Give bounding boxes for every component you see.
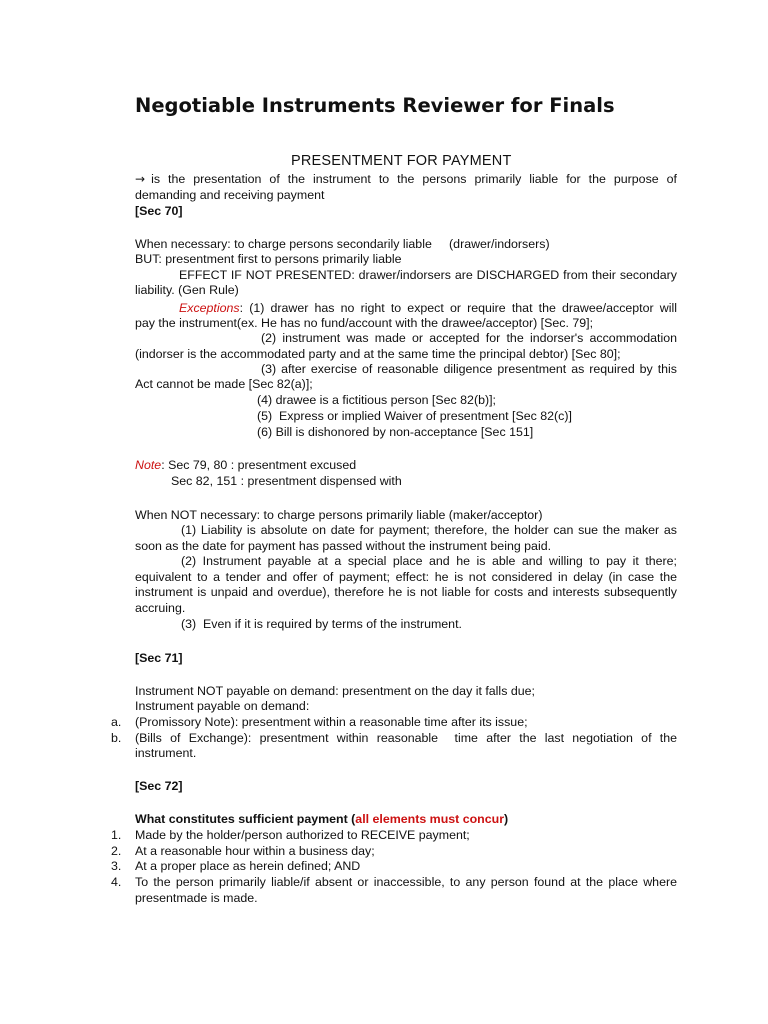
exception-3-line-2: Act cannot be made [Sec 82(a)]; bbox=[135, 377, 313, 391]
list-marker-3: 3. bbox=[111, 859, 122, 873]
not-necessary-2-line-2: equivalent to a tender and offer of payment; effect: he is not considered in delay (in case the bbox=[135, 570, 677, 584]
effect-line-1: EFFECT IF NOT PRESENTED: drawer/indorsers are DISCHARGED from their secondary bbox=[179, 268, 677, 282]
numbered-item-4-line-1: To the person primarily liable/if absent or inaccessible, to any person found at the place where bbox=[135, 875, 677, 889]
exception-2-line-1: (2) instrument was made or accepted for the indorser's accommodation bbox=[261, 331, 677, 345]
exception-2-line-2: (indorser is the accommodated party and at the same time the principal debtor) [Sec 80]; bbox=[135, 347, 621, 361]
not-necessary-2-line-3: instrument is unpaid and overdue), therefore he is not liable for costs and interests subsequently bbox=[135, 585, 677, 599]
exception-6: (6) Bill is dishonored by non-acceptance [Sec 151] bbox=[257, 425, 534, 439]
not-payable-on-demand: Instrument NOT payable on demand: presentment on the day it falls due; bbox=[135, 684, 535, 698]
numbered-item-4-line-2: presentmade is made. bbox=[135, 891, 258, 905]
not-necessary-1-line-1: (1) Liability is absolute on date for payment; therefore, the holder can sue the maker as bbox=[181, 523, 677, 537]
sufficient-payment-heading bbox=[135, 812, 508, 827]
sufficient-payment-close: ) bbox=[504, 812, 509, 826]
alpha-item-a: (Promissory Note): presentment within a reasonable time after its issue; bbox=[135, 715, 528, 729]
note-line-1 bbox=[135, 458, 356, 473]
note-line-2: Sec 82, 151 : presentment dispensed with bbox=[171, 474, 402, 488]
numbered-item-1: Made by the holder/person authorized to RECEIVE payment; bbox=[135, 828, 470, 842]
exception-3-line-1: (3) after exercise of reasonable diligence presentment as required by this bbox=[261, 362, 677, 376]
list-marker-2: 2. bbox=[111, 844, 122, 858]
numbered-item-2: At a reasonable hour within a business day; bbox=[135, 844, 375, 858]
definition-text-1: is the presentation of the instrument to the persons primarily liable for the purpose of bbox=[151, 172, 677, 186]
exception-1-text: : (1) drawer has no right to expect or require that the drawee/acceptor will bbox=[239, 301, 677, 315]
alpha-item-b-line-1: (Bills of Exchange): presentment within reasonable time after the last negotiation of the bbox=[135, 731, 677, 745]
exception-1-line-1 bbox=[179, 301, 677, 316]
but-line: BUT: presentment first to persons primarily liable bbox=[135, 252, 402, 266]
alpha-item-b-line-2: instrument. bbox=[135, 746, 197, 760]
note-text-1: : Sec 79, 80 : presentment excused bbox=[161, 458, 357, 472]
exceptions-label: Exceptions bbox=[179, 301, 240, 315]
note-label: Note bbox=[135, 458, 162, 472]
sec72-label: [Sec 72] bbox=[135, 779, 183, 793]
payable-on-demand: Instrument payable on demand: bbox=[135, 699, 310, 713]
exception-1-line-2: pay the instrument(ex. He has no fund/account with the drawee/acceptor) [Sec. 79]; bbox=[135, 316, 594, 330]
arrow-icon: → bbox=[135, 172, 146, 186]
section-heading: PRESENTMENT FOR PAYMENT bbox=[291, 153, 512, 169]
sec70-label: [Sec 70] bbox=[135, 204, 183, 218]
definition-line-2: demanding and receiving payment bbox=[135, 188, 325, 202]
effect-line-2: liability. (Gen Rule) bbox=[135, 283, 239, 297]
list-marker-1: 1. bbox=[111, 828, 122, 842]
not-necessary-1-line-2: soon as the date for payment has passed without the instrument being paid. bbox=[135, 539, 552, 553]
document-title: Negotiable Instruments Reviewer for Finals bbox=[135, 94, 615, 117]
sufficient-payment-label: What constitutes sufficient payment ( bbox=[135, 812, 356, 826]
sec71-label: [Sec 71] bbox=[135, 651, 183, 665]
definition-line-1 bbox=[135, 172, 677, 187]
when-necessary: When necessary: to charge persons secondarily liable (drawer/indorsers) bbox=[135, 237, 550, 251]
list-marker-a: a. bbox=[111, 715, 122, 729]
not-necessary-2-line-1: (2) Instrument payable at a special place and he is able and willing to pay it there; bbox=[181, 554, 677, 568]
when-not-necessary: When NOT necessary: to charge persons primarily liable (maker/acceptor) bbox=[135, 508, 543, 522]
numbered-item-3: At a proper place as herein defined; AND bbox=[135, 859, 361, 873]
list-marker-4: 4. bbox=[111, 875, 122, 889]
not-necessary-3: (3) Even if it is required by terms of the instrument. bbox=[181, 617, 462, 631]
exception-4: (4) drawee is a fictitious person [Sec 82(b)]; bbox=[257, 393, 496, 407]
list-marker-b: b. bbox=[111, 731, 122, 745]
exception-5: (5) Express or implied Waiver of presentment [Sec 82(c)] bbox=[257, 409, 572, 423]
sufficient-payment-emphasis: all elements must concur bbox=[355, 812, 505, 826]
not-necessary-2-line-4: accruing. bbox=[135, 601, 186, 615]
